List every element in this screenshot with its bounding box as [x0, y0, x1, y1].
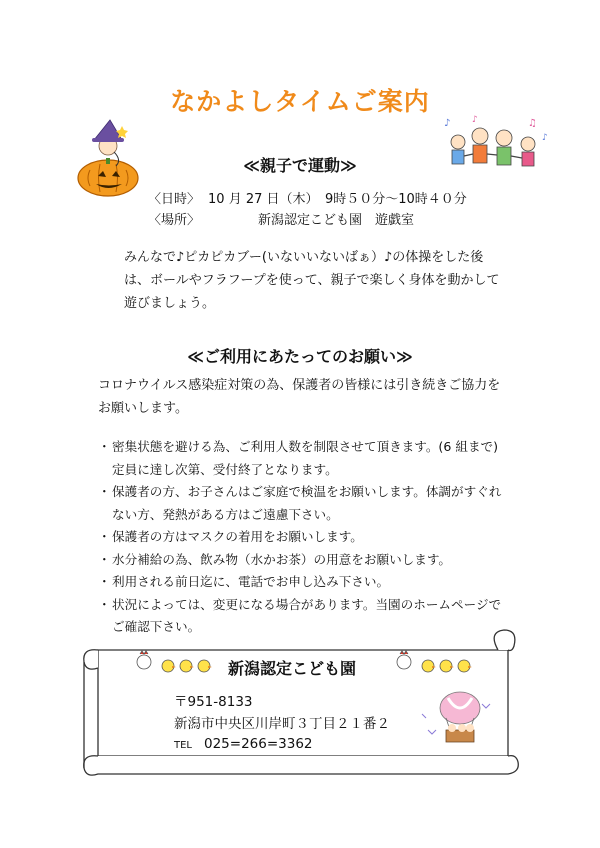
svg-text:♫: ♫: [528, 118, 537, 129]
footer-org-name: 新潟認定こども園: [228, 659, 357, 678]
svg-text:♪: ♪: [472, 115, 478, 125]
list-item: ・ 状況によっては、変更になる場合があります。当園のホームページでご確認下さい。: [98, 594, 510, 639]
event-description: みんなで♪ピカピカブー(いないいないばぁ）♪の体操をした後は、ボールやフラフープを使って、親子で楽しく身体を動かして遊びましょう。: [124, 250, 500, 311]
place-label: 〈場所〉: [148, 213, 201, 228]
place-value: 新潟認定こども園 遊戯室: [258, 213, 415, 228]
event-heading: ≪親子で運動≫: [243, 156, 357, 175]
date-value: 10 月 27 日（木） 9時５０分～10時４０分: [208, 192, 467, 207]
footer-postal: 〒951-8133: [174, 694, 253, 710]
footer-address: 新潟市中央区川岸町３丁目２１番２: [174, 716, 390, 732]
list-item: ・ 密集状態を避ける為、ご利用人数を制限させて頂きます。(6 組まで)定員に達し次第、受付終了となります。: [98, 436, 510, 481]
event-place-row: [148, 209, 200, 228]
list-item: ・ 保護者の方、お子さんはご家庭で検温をお願いします。体調がすぐれない方、発熱がある方はご遠慮下さい。: [98, 481, 510, 526]
notice-heading: ≪ご利用にあたってのお願い≫: [187, 347, 413, 366]
footer-tel-row: [174, 736, 313, 752]
list-item: ・ 保護者の方はマスクの着用をお願いします。: [98, 526, 510, 549]
page-title: なかよしタイムご案内: [170, 87, 430, 116]
tel-label: TEL: [174, 740, 192, 751]
tel-number: 025=266=3362: [204, 736, 313, 752]
list-item: ・ 水分補給の為、飲み物（水かお茶）の用意をお願いします。: [98, 549, 510, 572]
date-label: 〈日時〉: [148, 192, 201, 207]
notice-intro: コロナウイルス感染症対策の為、保護者の皆様には引き続きご協力をお願いします。: [98, 378, 501, 416]
list-item: ・ 利用される前日迄に、電話でお申し込み下さい。: [98, 571, 510, 594]
svg-text:♪: ♪: [444, 118, 451, 129]
balloon-children-illustration: [420, 690, 498, 748]
chick-icon: [134, 650, 214, 678]
event-date-row: [148, 188, 467, 207]
chick-icon: [394, 650, 474, 678]
svg-text:♪: ♪: [542, 133, 548, 143]
notice-list: [98, 436, 510, 639]
